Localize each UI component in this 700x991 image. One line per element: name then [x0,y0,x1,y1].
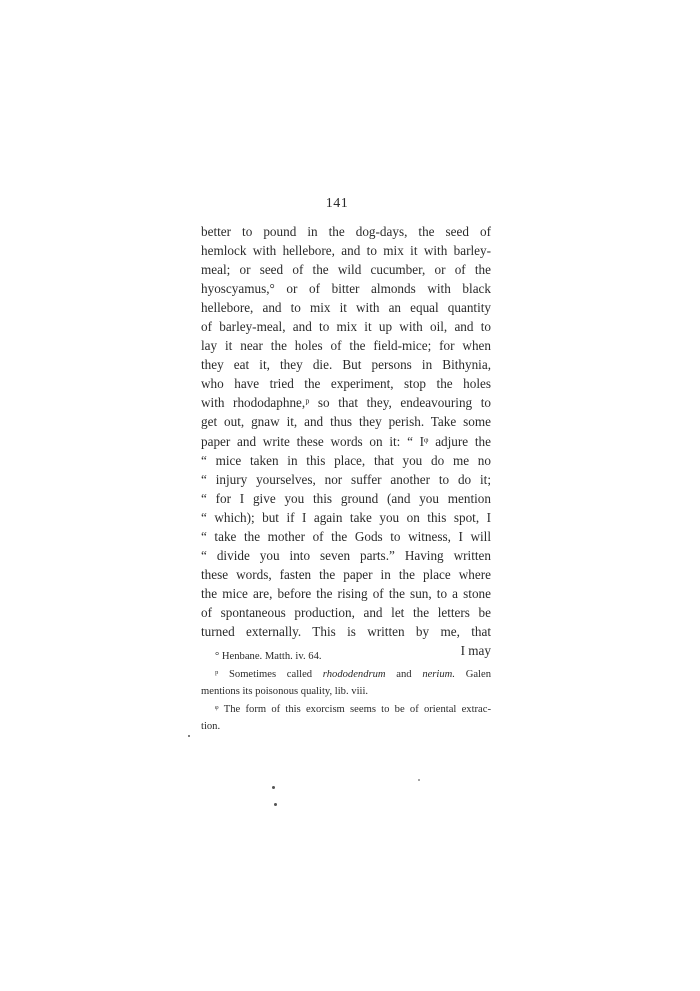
body-line: hellebore, and to mix it with an equal quantity [201,300,491,316]
body-line: these words, fasten the paper in the place where [201,566,491,582]
body-text [201,222,491,660]
footnote-o: ° Henbane. Matth. iv. 64. [215,651,322,662]
body-line: “ mice taken in this place, that you do me no [201,452,491,468]
page-number: 141 [325,196,349,211]
footnote-p-line1 [201,666,491,684]
body-line: paper and write these words on it: “ Iᵠ adjure the [201,433,491,449]
body-line: “ divide you into seven parts.” Having written [201,547,491,563]
body-line: they eat it, they die. But persons in Bithynia, [201,357,491,373]
catchword: I may [460,643,491,659]
body-line: the mice are, before the rising of the sun, to a stone [201,585,491,601]
body-line: hyoscyamus,° or of bitter almonds with black [201,281,491,297]
footnotes [201,648,491,736]
body-line: “ take the mother of the Gods to witness, I will [201,528,491,544]
footnote-p-line2: mentions its poisonous quality, lib. viii. [201,686,369,697]
body-line: better to pound in the dog-days, the seed of [201,224,491,239]
footnote-q-line1: ᵠ The form of this exorcism seems to be of oriental extrac- [215,703,491,715]
footnote-p-italic-rhododendrum: rhododendrum [322,668,386,680]
body-line: lay it near the holes of the field-mice; for when [201,338,491,354]
body-line: of spontaneous production, and let the letters be [201,604,491,620]
paper-speck [188,735,190,737]
body-line: get out, gnaw it, and thus they perish. Take some [201,414,491,430]
body-line: “ injury yourselves, nor suffer another to do it; [201,471,491,487]
body-line: “ which); but if I again take you on this spot, I [201,509,491,525]
body-line: hemlock with hellebore, and to mix it with barley- [201,243,491,259]
body-line: with rhododaphne,ᵖ so that they, endeavouring to [201,395,491,411]
footnote-q-line2: tion. [201,721,221,732]
footnote-p-text: ᵖ Sometimes called [215,668,323,680]
paper-speck [274,803,277,806]
footnote-p-text: and [385,668,423,680]
body-line: who have tried the experiment, stop the holes [201,376,491,392]
paper-speck [418,779,420,781]
body-line: of barley-meal, and to mix it up with oil, and to [201,319,491,335]
footnote-p-text: Galen [454,668,491,680]
body-line: “ for I give you this ground (and you mention [201,490,491,506]
body-line: meal; or seed of the wild cucumber, or of the [201,262,491,278]
paper-speck [272,786,275,789]
footnote-p-italic-nerium: nerium. [422,668,455,680]
body-line: turned externally. This is written by me, that [201,623,491,639]
